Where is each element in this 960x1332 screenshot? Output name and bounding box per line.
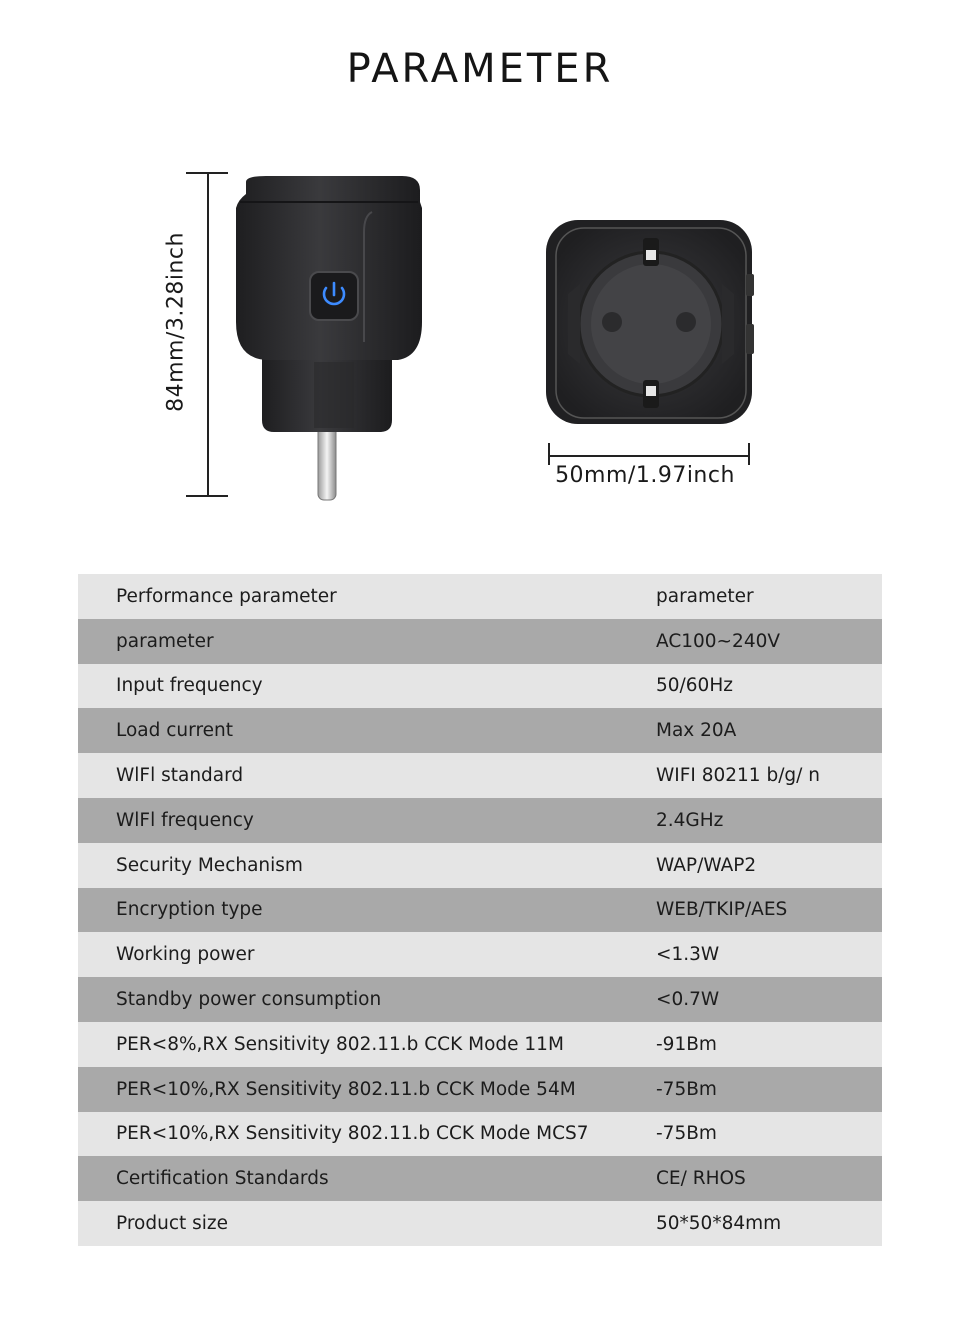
spec-label: Security Mechanism: [116, 854, 303, 876]
table-row: [78, 1156, 882, 1201]
table-row: [78, 753, 882, 798]
spec-value: Max 20A: [656, 720, 737, 742]
spec-value: <0.7W: [656, 989, 720, 1011]
table-row: [78, 1022, 882, 1067]
spec-label: PER<10%,RX Sensitivity 802.11.b CCK Mode MCS7: [116, 1123, 589, 1145]
spec-value: 50/60Hz: [656, 675, 733, 697]
spec-value: AC100~240V: [656, 630, 781, 652]
spec-label: Working power: [116, 944, 255, 966]
spec-label: Load current: [116, 720, 233, 742]
table-row: [78, 664, 882, 709]
schuko-socket-front-view-icon: [540, 214, 760, 429]
spec-value: WAP/WAP2: [656, 854, 757, 876]
spec-value: WIFI 80211 b/g/ n: [656, 765, 821, 787]
spec-label: PER<10%,RX Sensitivity 802.11.b CCK Mode 54M: [116, 1078, 576, 1100]
table-row: [78, 574, 882, 619]
width-dimension-left-cap: [548, 443, 550, 465]
page-title: PARAMETER: [346, 46, 614, 92]
table-row: [78, 932, 882, 977]
spec-value: 50*50*84mm: [656, 1213, 782, 1235]
width-dimension-right-cap: [748, 443, 750, 465]
spec-value: WEB/TKIP/AES: [656, 899, 788, 921]
width-dimension-line: [549, 455, 750, 457]
spec-label: WlFl standard: [116, 765, 244, 787]
smart-plug-side-view-icon: [226, 172, 426, 507]
spec-label: Performance parameter: [116, 585, 337, 607]
spec-value: <1.3W: [656, 944, 720, 966]
spec-table: [78, 574, 882, 1246]
table-row: [78, 888, 882, 933]
height-dimension-label: 84mm/3.28inch: [163, 232, 189, 412]
power-button-icon: [310, 272, 358, 320]
table-row: [78, 843, 882, 888]
spec-value: -75Bm: [656, 1078, 717, 1100]
spec-label: Standby power consumption: [116, 989, 382, 1011]
spec-value: CE/ RHOS: [656, 1168, 746, 1190]
spec-label: Input frequency: [116, 675, 263, 697]
height-dimension-line: [207, 173, 209, 496]
table-row: [78, 977, 882, 1022]
table-row: [78, 1067, 882, 1112]
spec-label: Product size: [116, 1213, 228, 1235]
spec-label: PER<8%,RX Sensitivity 802.11.b CCK Mode 11M: [116, 1033, 564, 1055]
spec-value: 2.4GHz: [656, 809, 724, 831]
spec-label: WlFl frequency: [116, 809, 254, 831]
table-row: [78, 708, 882, 753]
spec-value: -91Bm: [656, 1033, 717, 1055]
table-row: [78, 1112, 882, 1157]
table-row: [78, 1201, 882, 1246]
spec-label: Certification Standards: [116, 1168, 329, 1190]
spec-value: parameter: [656, 585, 754, 607]
table-row: [78, 619, 882, 664]
height-dimension-bottom-cap: [186, 495, 228, 497]
spec-label: Encryption type: [116, 899, 263, 921]
width-dimension-label: 50mm/1.97inch: [555, 463, 735, 488]
spec-label: parameter: [116, 630, 214, 652]
table-row: [78, 798, 882, 843]
spec-value: -75Bm: [656, 1123, 717, 1145]
